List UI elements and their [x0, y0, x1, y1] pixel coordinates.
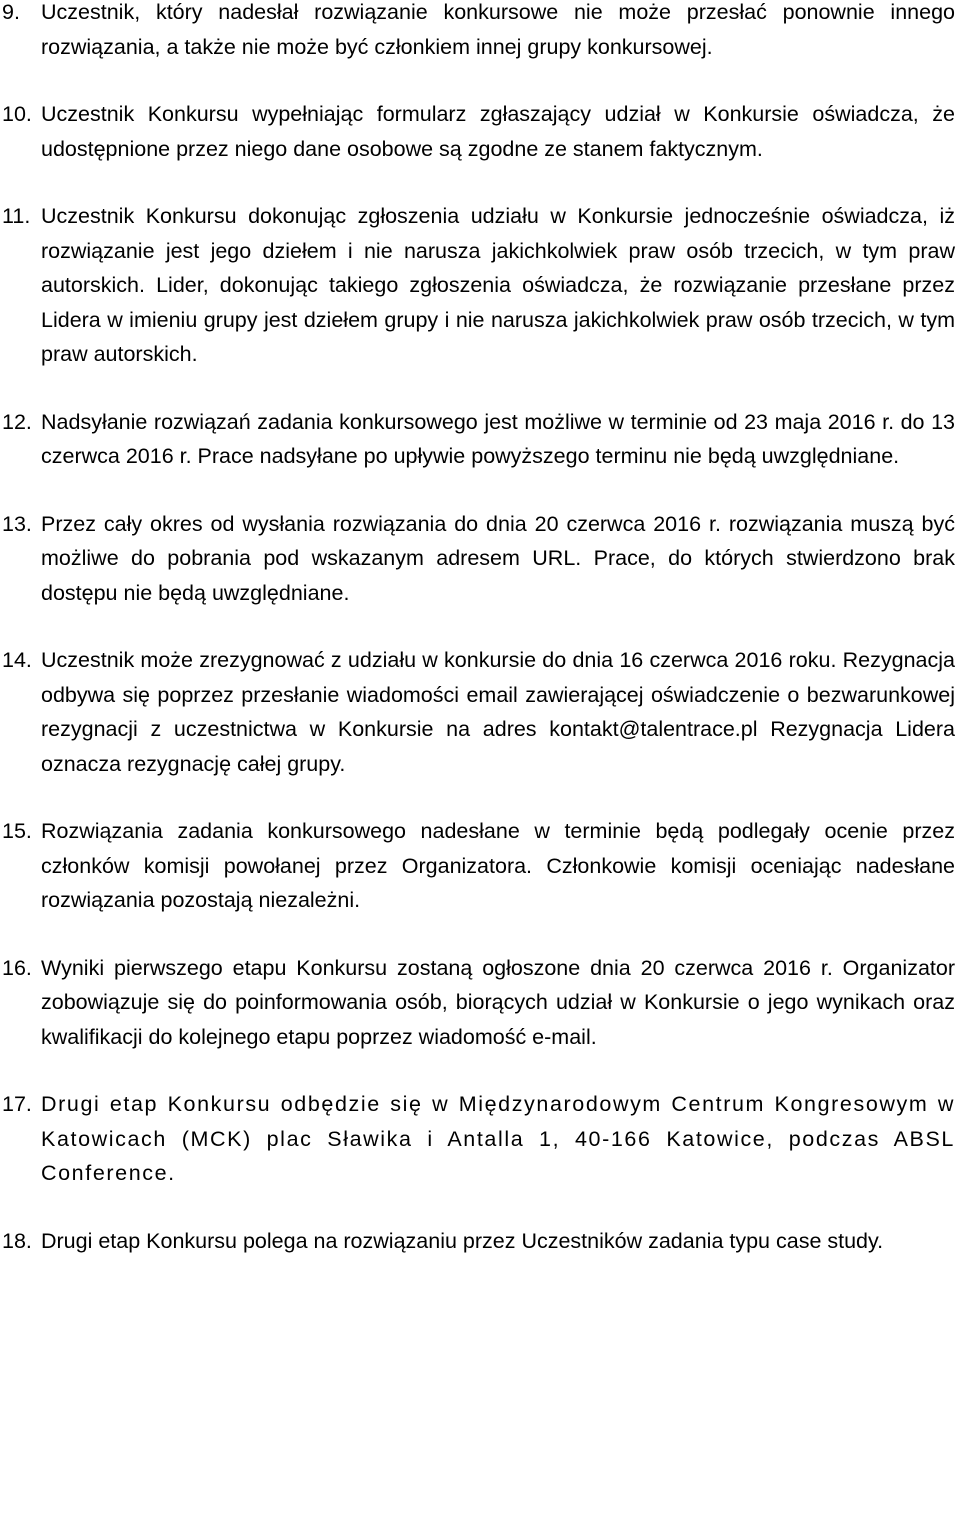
item-text: Przez cały okres od wysłania rozwiązania do dnia 20 czerwca 2016 r. rozwiązania muszą być możliwe do pobrania pod wskazanym adresem URL. Prace, do których stwierdzono brak dostępu nie będą uwzględniane. [41, 511, 955, 605]
item-text: Wyniki pierwszego etapu Konkursu zostaną ogłoszone dnia 20 czerwca 2016 r. Organizator zobowiązuje się do poinformowania osób, biorących udział w Konkursie o jego wynikach oraz kwalifikacji do kolejnego etapu poprzez wiadomość e-mail. [41, 955, 955, 1049]
item-number: 15. [2, 819, 32, 843]
item-text: Uczestnik może zrezygnować z udziału w konkursie do dnia 16 czerwca 2016 roku. Rezygnacja odbywa się poprzez przesłanie wiadomości email zawierającej oświadczenie o bezwarunkowej rezygnacji z uczestnictwa w Konkursie na adres kontakt@talentrace.pl Rezygnacja Lidera oznacza rezygnację całej grupy. [41, 648, 955, 776]
item-text: Drugi etap Konkursu odbędzie się w Międzynarodowym Centrum Kongresowym w Katowicach (MCK) plac Sławika i Antalla 1, 40-166 Katowice, podczas ABSL Conference. [41, 1092, 955, 1185]
item-number: 17. [2, 1092, 32, 1116]
item-text: Uczestnik Konkursu wypełniając formularz zgłaszający udział w Konkursie oświadcza, że udostępnione przez niego dane osobowe są zgodne ze stanem faktycznym. [41, 102, 955, 161]
item-number: 9. [2, 0, 20, 24]
list-item-13 [0, 507, 960, 611]
item-number: 18. [2, 1228, 32, 1253]
item-text: Uczestnik, który nadesłał rozwiązanie konkursowe nie może przesłać ponownie innego rozwiązania, a także nie może być członkiem innej grupy konkursowej. [41, 0, 955, 59]
item-number: 14. [2, 648, 32, 672]
item-text: Nadsyłanie rozwiązań zadania konkursowego jest możliwe w terminie od 23 maja 2016 r. do 13 czerwca 2016 r. Prace nadsyłane po upływie powyższego terminu nie będą uwzględniane. [41, 409, 955, 468]
list-item-18 [0, 1224, 960, 1259]
item-number: 10. [2, 102, 32, 126]
list-item-9 [0, 0, 960, 64]
item-number: 16. [2, 955, 32, 980]
list-item-16 [0, 951, 960, 1055]
list-item-14 [0, 643, 960, 781]
item-text: Drugi etap Konkursu polega na rozwiązaniu przez Uczestników zadania typu case study. [41, 1228, 884, 1253]
item-text: Rozwiązania zadania konkursowego nadesłane w terminie będą podlegały ocenie przez członków komisji powołanej przez Organizatora. Członkowie komisji oceniając nadesłane rozwiązania pozostają niezależni. [41, 819, 955, 912]
item-text: Uczestnik Konkursu dokonując zgłoszenia udziału w Konkursie jednocześnie oświadcza, iż rozwiązanie jest jego dziełem i nie narusza jakichkolwiek praw osób trzecich, w tym praw autorskich. Lider, dokonując takiego zgłoszenia oświadcza, że rozwiązanie przesłane przez Lidera w imieniu grupy jest dziełem grupy i nie narusza jakichkolwiek praw osób trzecich, w tym praw autorskich. [41, 204, 955, 366]
item-number: 11. [2, 204, 31, 228]
item-number: 12. [2, 409, 32, 434]
list-item-12 [0, 405, 960, 474]
list-item-11 [0, 199, 960, 372]
list-item-15 [0, 814, 960, 918]
list-item-10 [0, 97, 960, 166]
list-item-17 [0, 1087, 960, 1191]
item-number: 13. [2, 511, 32, 536]
